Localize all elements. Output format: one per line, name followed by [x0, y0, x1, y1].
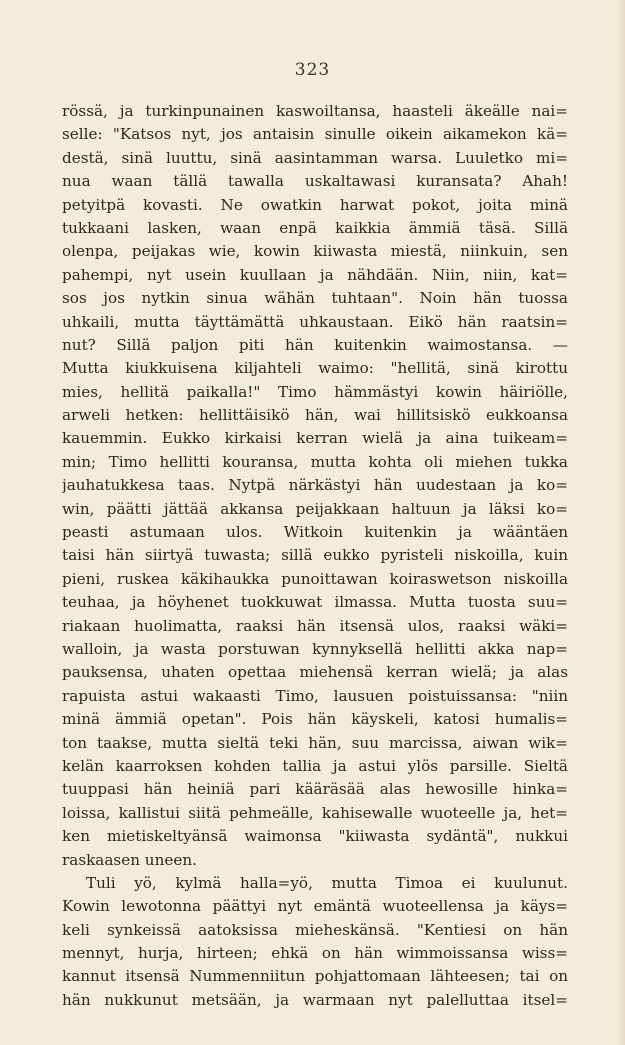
page-text — [62, 100, 568, 1012]
text-line: peasti astumaan ulos. Witkoin kuitenkin ja wääntäen — [62, 523, 568, 542]
text-line: selle: "Katsos nyt, jos antaisin sinulle oikein aikamekon kä= — [62, 125, 568, 144]
text-line: Kowin lewotonna päättyi nyt emäntä wuoteellensa ja käys= — [62, 897, 568, 916]
text-line: riakaan huolimatta, raaksi hän itsensä ulos, raaksi wäki= — [62, 616, 568, 635]
text-line: pieni, ruskea käkihaukka punoittawan koiraswetson niskoilla — [62, 569, 568, 588]
text-line: raskaasen uneen. — [62, 850, 197, 869]
text-line: keli synkeissä aatoksissa mieheskänsä. "Kentiesi on hän — [62, 920, 568, 939]
text-line: rapuista astui wakaasti Timo, lausuen poistuissansa: "niin — [62, 686, 568, 705]
text-line: tukkaani lasken, waan enpä kaikkia ämmiä täsä. Sillä — [62, 218, 568, 237]
text-line: min; Timo hellitti kouransa, mutta kohta oli miehen tukka — [62, 452, 568, 471]
text-line: pauksensa, uhaten opettaa miehensä kerran wielä; ja alas — [62, 663, 568, 682]
text-line: arweli hetken: hellittäisikö hän, wai hillitsiskö eukkoansa — [62, 406, 568, 425]
text-line: uhkaili, mutta täyttämättä uhkaustaan. Eikö hän raatsin= — [62, 312, 568, 331]
text-line: mennyt, hurja, hirteen; ehkä on hän wimmoissansa wiss= — [62, 944, 568, 963]
text-line: ton taakse, mutta sieltä teki hän, suu marcissa, aiwan wik= — [62, 733, 568, 752]
text-line: tuuppasi hän heiniä pari kääräsää alas hewosille hinka= — [62, 780, 568, 799]
text-line: Tuli yö, kylmä halla=yö, mutta Timoa ei kuulunut. — [86, 873, 568, 892]
text-line: sos jos nytkin sinua wähän tuhtaan". Noin hän tuossa — [62, 289, 568, 308]
text-line: ken mietiskeltyänsä waimonsa "kiiwasta sydäntä", nukkui — [62, 827, 568, 846]
text-line: olenpa, peijakas wie, kowin kiiwasta miestä, niinkuin, sen — [62, 242, 568, 261]
text-line: hän nukkunut metsään, ja warmaan nyt palelluttaa itsel= — [62, 990, 568, 1009]
text-line: taisi hän siirtyä tuwasta; sillä eukko pyristeli niskoilla, kuin — [62, 546, 568, 565]
page-edge — [616, 0, 625, 1045]
text-line: minä ämmiä opetan". Pois hän käyskeli, katosi humalis= — [62, 710, 568, 729]
text-line: kauemmin. Eukko kirkaisi kerran wielä ja aina tuikeam= — [62, 429, 568, 448]
text-line: kannut itsensä Nummenniitun pohjattomaan lähteesen; tai on — [62, 967, 568, 986]
text-line: loissa, kallistui siitä pehmeälle, kahisewalle wuoteelle ja, het= — [62, 803, 568, 822]
text-line: rössä, ja turkinpunainen kaswoiltansa, haasteli äkeälle nai= — [62, 102, 568, 120]
text-line: nut? Sillä paljon piti hän kuitenkin waimostansa. — — [62, 335, 568, 354]
text-line: petyitpä kovasti. Ne owatkin harwat pokot, joita minä — [62, 195, 568, 214]
text-line: jauhatukkesa taas. Nytpä närkästyi hän uudestaan ja ko= — [62, 476, 568, 495]
text-line: nua waan tällä tawalla uskaltawasi kuransata? Ahah! — [62, 172, 568, 191]
text-line: teuhaa, ja höyhenet tuokkuwat ilmassa. Mutta tuosta suu= — [62, 593, 568, 612]
text-line: destä, sinä luuttu, sinä aasintamman warsa. Luuletko mi= — [62, 148, 568, 167]
text-line: mies, hellitä paikalla!" Timo hämmästyi kowin häiriölle, — [62, 382, 568, 401]
text-line: Mutta kiukkuisena kiljahteli waimo: "hellitä, sinä kirottu — [62, 359, 568, 378]
text-line: win, päätti jättää akkansa peijakkaan haltuun ja läksi ko= — [62, 499, 568, 518]
text-line: kelän kaarroksen kohden tallia ja astui ylös parsille. Sieltä — [62, 756, 568, 775]
text-line: pahempi, nyt usein kuullaan ja nähdään. Niin, niin, kat= — [62, 265, 568, 284]
page-number: 323 — [294, 60, 331, 80]
text-line: walloin, ja wasta porstuwan kynnyksellä hellitti akka nap= — [62, 639, 568, 658]
